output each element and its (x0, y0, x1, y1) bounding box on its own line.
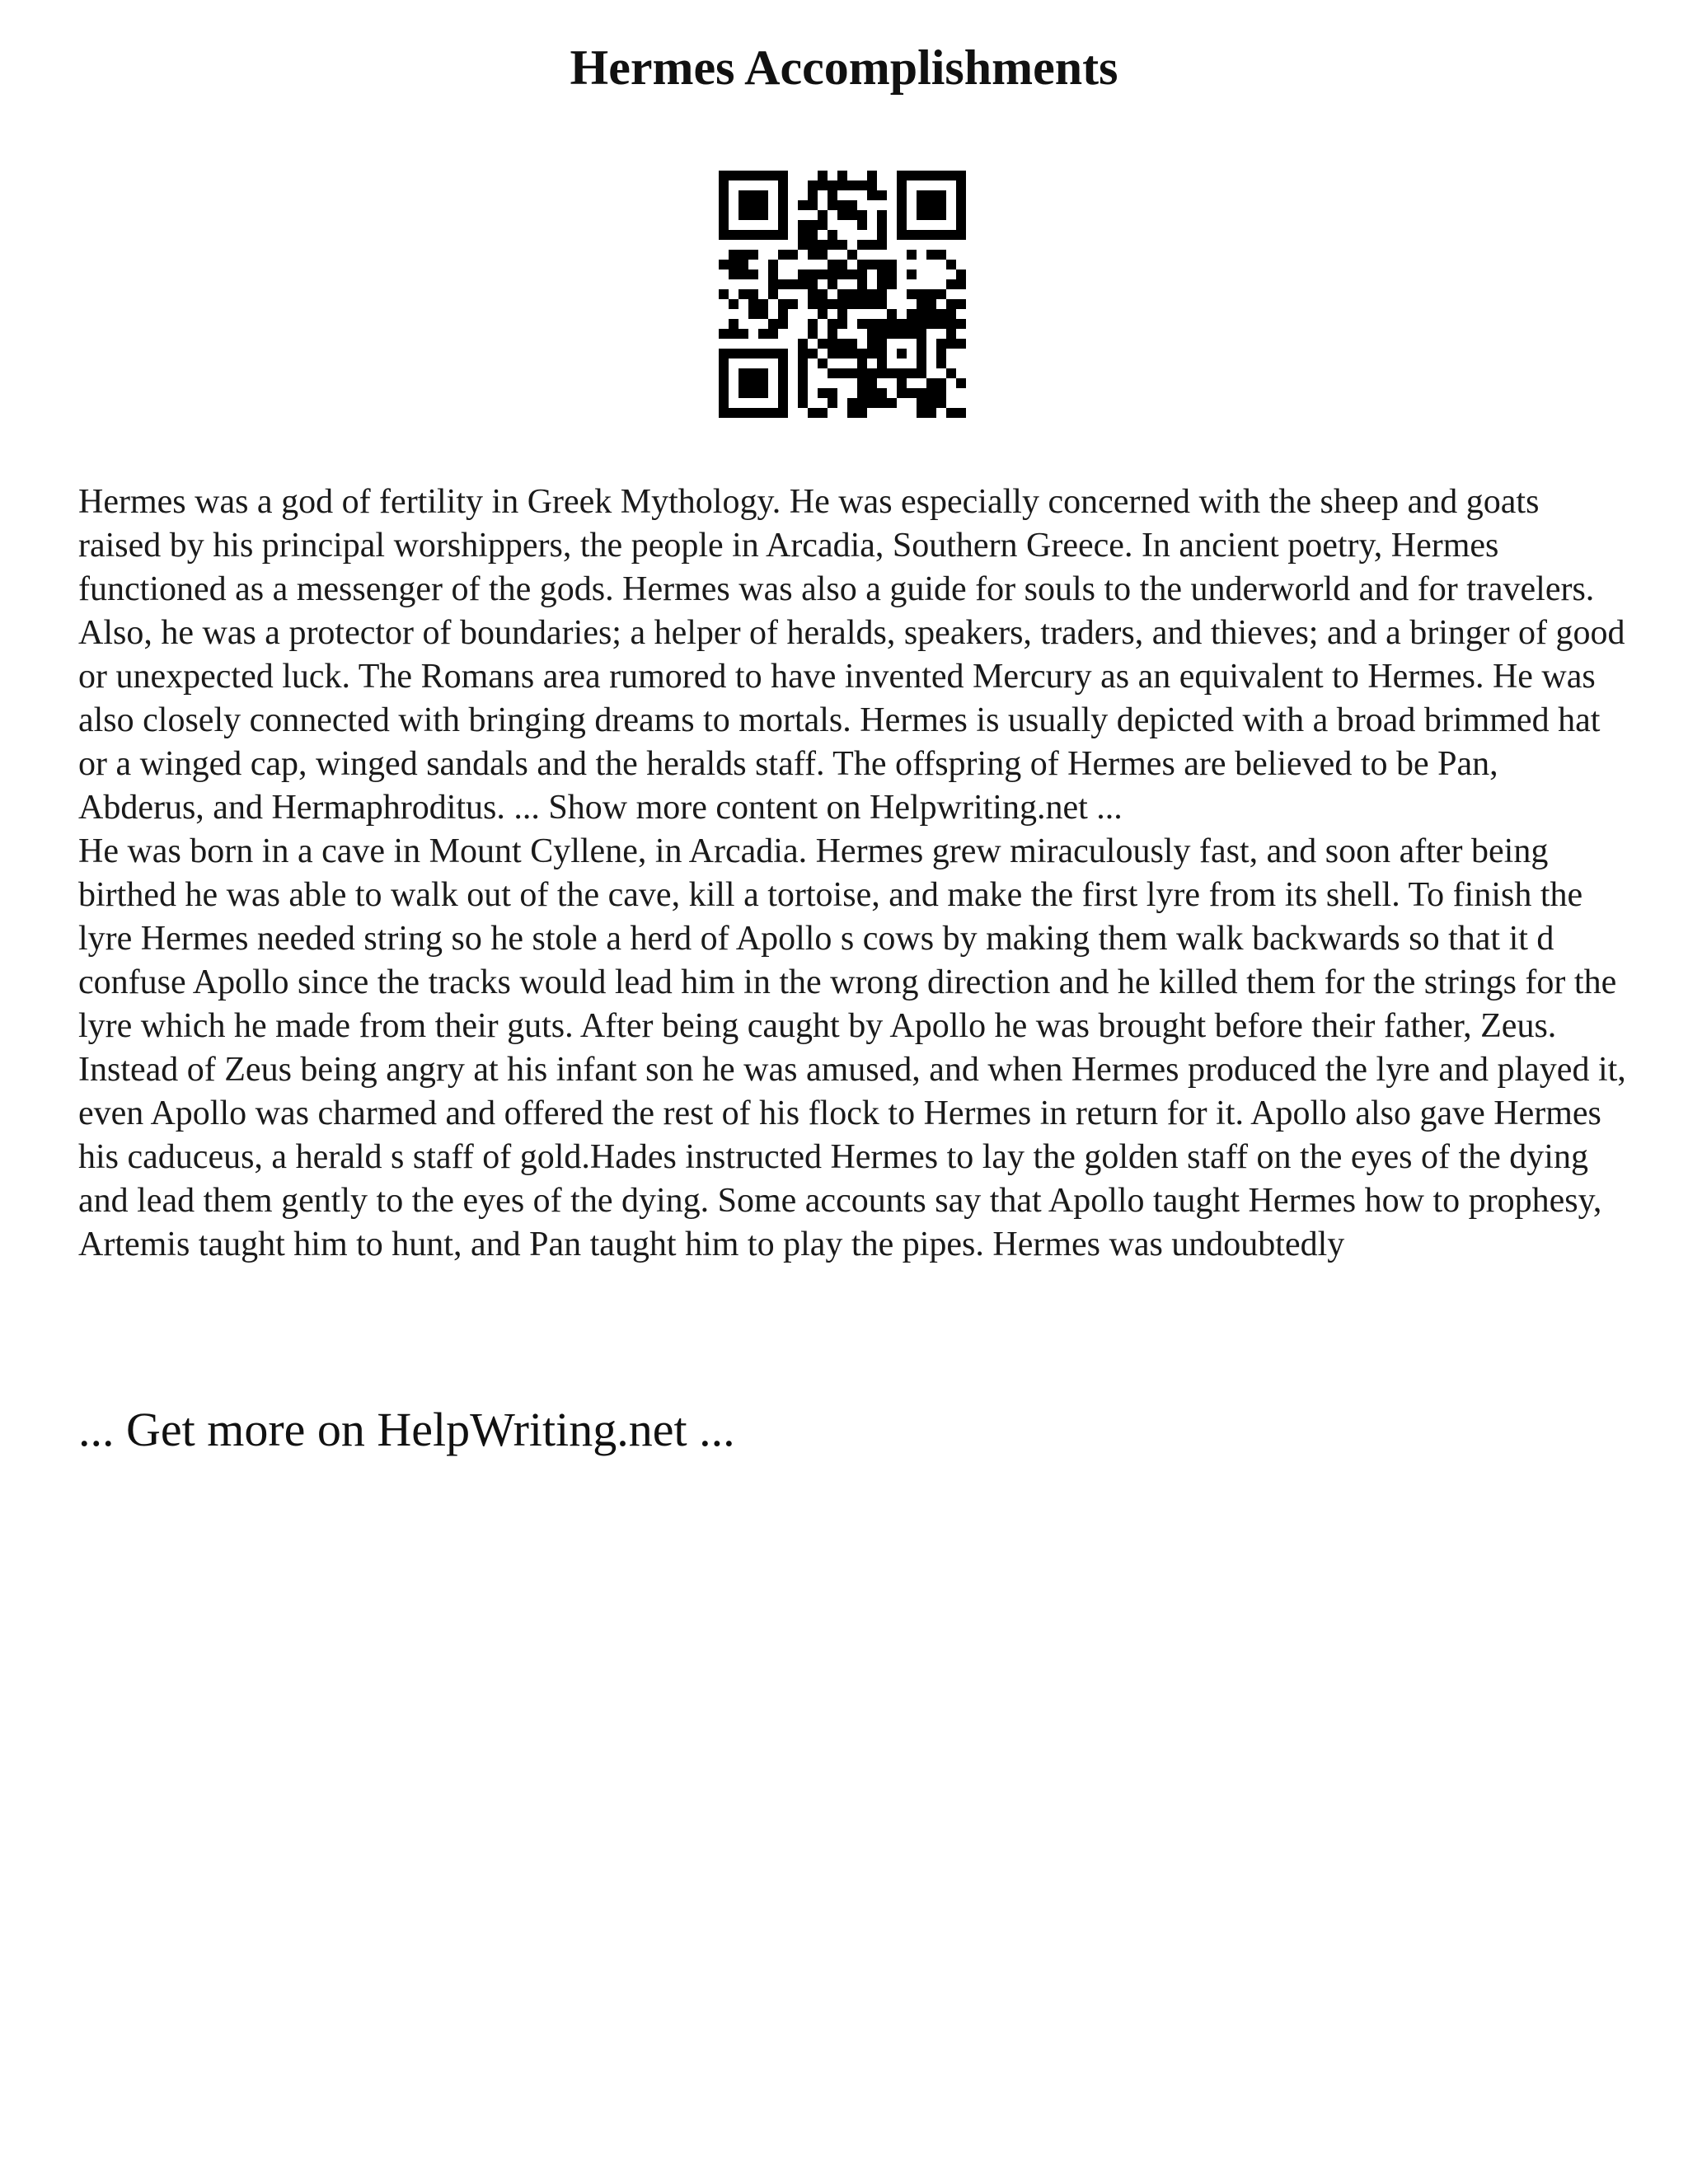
paragraph-1: Hermes was a god of fertility in Greek Mythology. He was especially concerned with the sheep and goats raised by his principal worshippers, the people in Arcadia, Southern Greece. In ancient poetry, Hermes functioned as a messenger of the gods. Hermes was also a guide for souls to the underworld and for travelers. Also, he was a protector of boundaries; a helper of heralds, speakers, traders, and thieves; and a bringer of good or unexpected luck. The Romans area rumored to have invented Mercury as an equivalent to Hermes. He was also closely connected with bringing dreams to mortals. Hermes is usually depicted with a broad brimmed hat or a winged cap, winged sandals and the heralds staff. The offspring of Hermes are believed to be Pan, Abderus, and Hermaphroditus. ... Show more content on Helpwriting.net ... (78, 483, 1625, 827)
qr-code-icon (719, 171, 966, 418)
get-more-link[interactable]: ... Get more on HelpWriting.net ... (78, 1403, 735, 1456)
paragraph-2: He was born in a cave in Mount Cyllene, in Arcadia. Hermes grew miraculously fast, and soon after being birthed he was able to walk out of the cave, kill a tortoise, and make the first lyre from its shell. To finish the lyre Hermes needed string so he stole a herd of Apollo s cows by making them walk backwards so that it d confuse Apollo since the tracks would lead him in the wrong direction and he killed them for the strings for the lyre which he made from their guts. After being caught by Apollo he was brought before their father, Zeus. Instead of Zeus being angry at his infant son he was amused, and when Hermes produced the lyre and played it, even Apollo was charmed and offered the rest of his flock to Hermes in return for it. Apollo also gave Hermes his caduceus, a herald s staff of gold.Hades instructed Hermes to lay the golden staff on the eyes of the dying and lead them gently to the eyes of the dying. Some accounts say that Apollo taught Hermes how to prophesy, Artemis taught him to hunt, and Pan taught him to play the pipes. Hermes was undoubtedly (78, 832, 1626, 1263)
article-body (78, 480, 1628, 1267)
page-title: Hermes Accomplishments (570, 40, 1118, 95)
